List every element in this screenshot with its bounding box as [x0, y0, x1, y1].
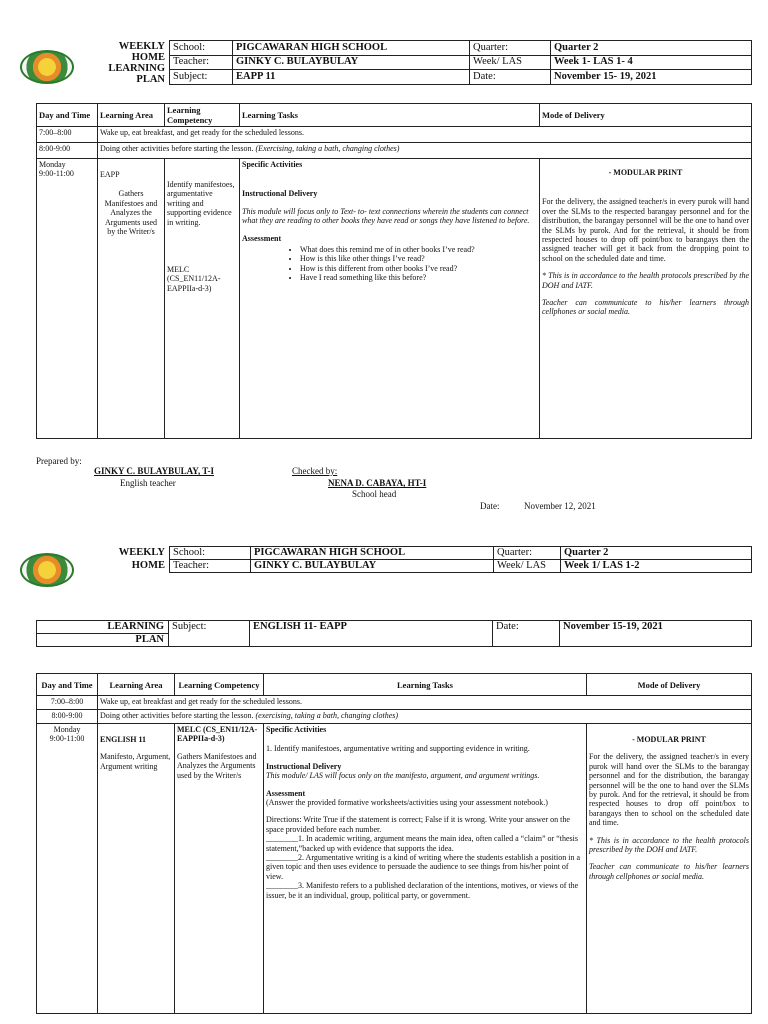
week-value: Week 1- LAS 1- 4 [551, 55, 752, 70]
plan1-table [36, 103, 752, 439]
learning-area-cell: EAPP Gathers Manifestoes and Analyzes the Arguments used by the Writer/s [98, 159, 165, 439]
school-label: School: [170, 41, 233, 56]
date-label: Date: [470, 70, 551, 85]
row2-text: Doing other activities before starting the lesson. (exercising, taking a bath, changing clothes) [98, 710, 752, 724]
col-mode-delivery: Mode of Delivery [587, 674, 752, 696]
prepared-by-name: GINKY C. BULAYBULAY, T-I [94, 466, 214, 476]
plan2-title-plan: PLAN [37, 634, 169, 647]
date-value: November 15-19, 2021 [560, 621, 752, 647]
row2-time: 8:00-9:00 [37, 710, 98, 724]
subject-label: Subject: [170, 70, 233, 85]
col-day-time: Day and Time [37, 674, 98, 696]
col-learning-area: Learning Area [98, 104, 165, 127]
prepared-by-label: Prepared by: [36, 456, 82, 466]
monday-cell: Monday 9:00-11:00 [37, 159, 98, 439]
row2-time: 8:00-9:00 [37, 143, 98, 159]
question-item: • How is this like other things I’ve read? [300, 254, 537, 263]
col-learning-tasks: Learning Tasks [264, 674, 587, 696]
row1-time: 7:00–8:00 [37, 696, 98, 710]
plan2-header [36, 546, 752, 573]
sign-date-label: Date: [480, 501, 500, 511]
true-false-item: ________1. In academic writing, argument means the main idea, often called a “claim” or “thesis statement,”backed up with evidence that supports the idea. [266, 834, 578, 853]
row1-time: 7:00–8:00 [37, 127, 98, 143]
plan2-title-learning: LEARNING [37, 621, 169, 634]
teacher-value: GINKY C. BULAYBULAY [251, 560, 494, 573]
col-learning-tasks: Learning Tasks [240, 104, 540, 127]
learning-area-cell: ENGLISH 11 Manifesto, Argument, Argument writing [98, 724, 175, 1014]
delivery-cell: - MODULAR PRINT For the delivery, the assigned teacher/s in every purok will hand over the SLMs to the respected barangay personnel and for the distribution, the barangay personnel will be the one to hand over the SLMs by purok. And for the retrieval, it should be from respected houses to drop off point/box to barangays then the assigned teacher will get it back from the dropping point to school on the scheduled date and time. * This is in accordance to the health protocols prescribed by the DOH and IATF. Teacher can communicate to his/her learners through cellphones or social media. [540, 159, 752, 439]
plan2-table [36, 673, 752, 1014]
teacher-label: Teacher: [170, 55, 233, 70]
assessment-questions [242, 245, 537, 283]
checked-by-name: NENA D. CABAYA, HT-I [328, 478, 427, 488]
plan2-title-weekly: WEEKLY [118, 547, 165, 558]
date-value: November 15- 19, 2021 [551, 70, 752, 85]
week-label: Week/ LAS [470, 55, 551, 70]
tasks-cell: Specific Activities 1. Identify manifestoes, argumentative writing and supporting evidence in writing. Instructional Delivery This module/ LAS will focus only on the manifesto, argument, and argument writings. Assessment (Answer the provided formative worksheets/activities using your assessment notebook.) Directions: Write True if the statement is correct; False if it is wrong. Write your answer on the space provided before each number. ________1. In academic writing, argument means the main idea, often called a “claim” or “thesis statement,”backed up with evidence that supports the idea. ________2. Argumentative writing is a kind of writing where the students establish a position in a given topic and then uses evidence to persuade the audience to see things from his/her point of view. ________3. Manifesto refers to a published declaration of the intentions, motives, or views of the issuer, be it an individual, group, political party, or government. [264, 724, 587, 1014]
true-false-item: ________3. Manifesto refers to a published declaration of the intentions, motives, or views of the issuer, be it an individual, group, political party, or government. [266, 881, 579, 900]
school-value: PIGCAWARAN HIGH SCHOOL [233, 41, 470, 56]
teacher-value: GINKY C. BULAYBULAY [233, 55, 470, 70]
school-label: School: [170, 547, 251, 560]
plan1-header [36, 40, 752, 85]
row1-text: Wake up, eat breakfast, and get ready for the scheduled lessons. [98, 127, 752, 143]
quarter-label: Quarter: [494, 547, 561, 560]
prepared-by-role: English teacher [120, 478, 176, 488]
date-label: Date: [493, 621, 560, 647]
quarter-label: Quarter: [470, 41, 551, 56]
row1-text: Wake up, eat breakfast and get ready for the scheduled lessons. [98, 696, 752, 710]
competency-cell: Identify manifestoes, argumentative writing and supporting evidence in writing. MELC (CS_EN11/12A-EAPPIIa-d-3) [165, 159, 240, 439]
question-item: • Have I read something like this before? [300, 273, 537, 282]
quarter-value: Quarter 2 [561, 547, 752, 560]
question-item: • How is this different from other books I’ve read? [300, 264, 537, 273]
week-value: Week 1/ LAS 1-2 [561, 560, 752, 573]
subject-label: Subject: [169, 621, 250, 647]
checked-by-label: Checked by: [292, 466, 338, 476]
plan2-title-home: HOME [131, 560, 165, 571]
teacher-label: Teacher: [170, 560, 251, 573]
col-mode-delivery: Mode of Delivery [540, 104, 752, 127]
sign-date-value: November 12, 2021 [524, 501, 596, 511]
competency-cell: MELC (CS_EN11/12A-EAPPIIa-d-3) Gathers Manifestoes and Analyzes the Arguments used by the Writer/s [175, 724, 264, 1014]
tasks-cell: Specific Activities Instructional Delivery This module will focus only to Text- to- text connections wherein the students can connect what they are reading to other books they have read or songs they have listened to before. Assessment • What does this remind me of in other books I’ve read? • How is this like other things I’ve read? • How is this different from other books I’ve read? • Have I read something like this before? [240, 159, 540, 439]
col-learning-competency: Learning Competency [165, 104, 240, 127]
col-learning-area: Learning Area [98, 674, 175, 696]
col-learning-competency: Learning Competency [175, 674, 264, 696]
subject-value: EAPP 11 [233, 70, 470, 85]
question-item: • What does this remind me of in other books I’ve read? [300, 245, 537, 254]
row2-text: Doing other activities before starting the lesson. (Exercising, taking a bath, changing clothes) [98, 143, 752, 159]
plan2-subheader [36, 620, 752, 647]
checked-by-role: School head [352, 489, 397, 499]
delivery-cell: - MODULAR PRINT For the delivery, the assigned teacher/s in every purok will hand over the SLMs to the barangay personnel and for the distribution, the barangay personnel will be the one to hand over the SLMs by purok. And for the retrieval, it should be from respected houses to drop off point/box to barangays then to school on the scheduled date and time. * This is in accordance to the health protocols prescribed by the DOH and IATF. Teacher can communicate to his/her learners through cellphones or social media. [587, 724, 752, 1014]
true-false-item: ________2. Argumentative writing is a kind of writing where the students establish a position in a given topic and then uses evidence to persuade the audience to see things from his/her point of view. [266, 853, 581, 881]
week-label: Week/ LAS [494, 560, 561, 573]
plan1-title: WEEKLY HOME LEARNING PLAN [108, 40, 165, 85]
subject-value: ENGLISH 11- EAPP [250, 621, 493, 647]
monday-cell: Monday 9:00-11:00 [37, 724, 98, 1014]
school-value: PIGCAWARAN HIGH SCHOOL [251, 547, 494, 560]
col-day-time: Day and Time [37, 104, 98, 127]
quarter-value: Quarter 2 [551, 41, 752, 56]
